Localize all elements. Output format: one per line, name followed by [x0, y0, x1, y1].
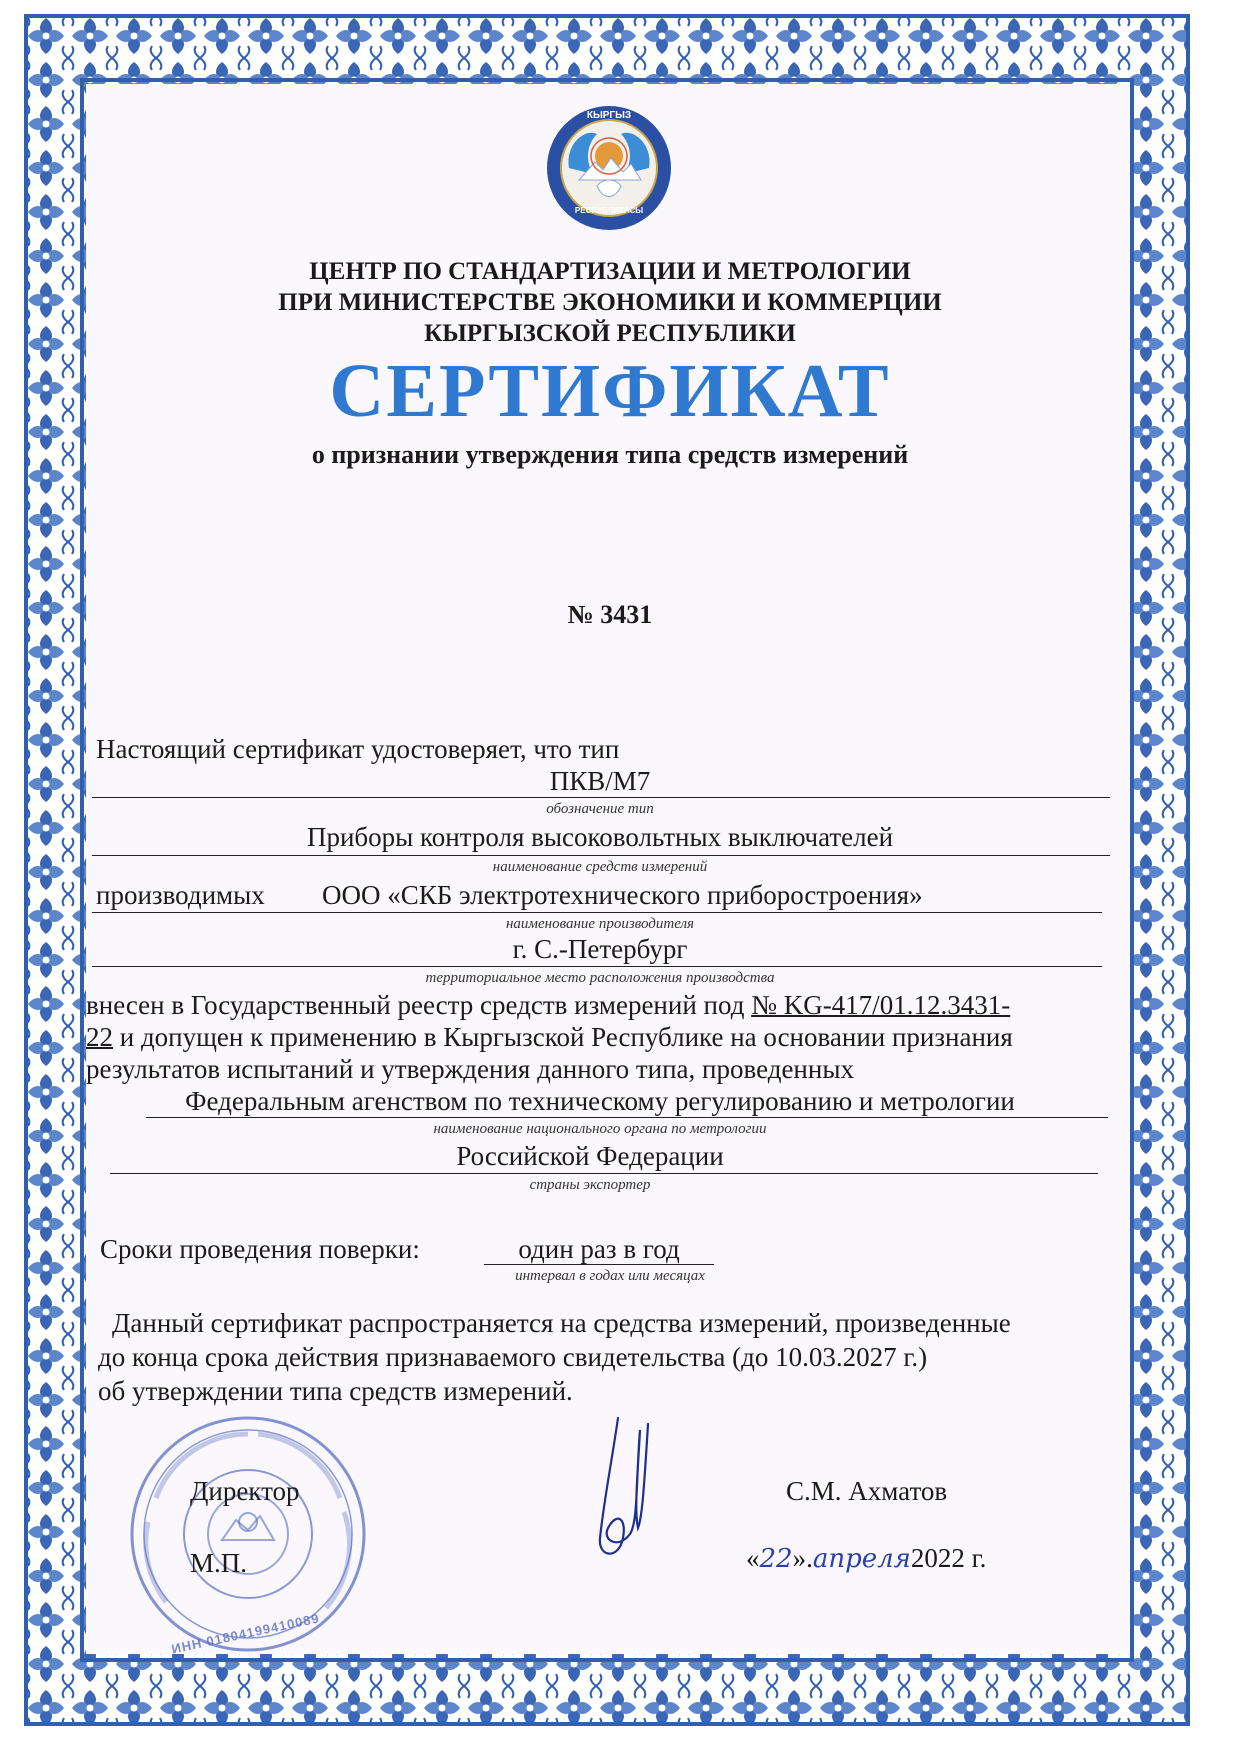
emblem-bottom-text: РЕСПУБЛИКАСЫ: [574, 206, 644, 215]
registry-number-part-2: 22: [86, 1022, 113, 1052]
date-open-quote: «: [746, 1543, 760, 1573]
producer-prefix: производимых: [96, 880, 265, 910]
results-line: результатов испытаний и утверждения данного типа, проведенных: [86, 1054, 854, 1084]
emblem-top-text: КЫРГЫЗ: [586, 110, 632, 121]
date-month: апреля: [812, 1544, 911, 1574]
seal-place-label: М.П.: [190, 1548, 248, 1578]
validity-line-2: до конца срока действия признаваемого свидетельства (до 10.03.2027 г.): [98, 1342, 928, 1372]
registry-line-2: [86, 1022, 1013, 1053]
org-line-2: ПРИ МИНИСТЕРСТВЕ ЭКОНОМИКИ И КОММЕРЦИИ: [278, 289, 942, 316]
country-caption: страны экспортер: [529, 1177, 651, 1193]
signature-date: [746, 1543, 986, 1574]
org-line-1: ЦЕНТР ПО СТАНДАРТИЗАЦИИ И МЕТРОЛОГИИ: [309, 258, 911, 285]
date-close-quote: ».: [792, 1543, 813, 1573]
country-underline: [110, 1173, 1098, 1174]
name-caption: наименование средств измерений: [492, 859, 708, 875]
registry-text-1: внесен в Государственный реестр средств измерений под: [86, 990, 745, 1020]
verification-underline: [484, 1264, 714, 1265]
producer-caption: наименование производителя: [505, 916, 695, 932]
name-underline: [92, 855, 1110, 856]
certificate-number: № 3431: [567, 600, 653, 629]
agency-caption: наименование национального органа по метрологии: [433, 1121, 767, 1137]
verification-value: один раз в год: [518, 1234, 680, 1264]
director-name: С.М. Ахматов: [786, 1476, 948, 1506]
official-stamp-icon: [126, 1412, 370, 1656]
type-underline: [92, 797, 1110, 798]
name-value: Приборы контроля высоковольтных выключателей: [306, 822, 894, 852]
verification-caption: интервал в годах или месяцах: [515, 1268, 705, 1284]
registry-text-2: и допущен к применению в Кыргызской Республике на основании признания: [119, 1022, 1013, 1052]
producer-underline: [92, 912, 1102, 913]
date-day: 22: [759, 1544, 793, 1574]
verification-label: Сроки проведения поверки:: [100, 1234, 420, 1264]
org-line-3: КЫРГЫЗСКОЙ РЕСПУБЛИКИ: [424, 320, 796, 347]
registry-number-part-1: № KG-417/01.12.3431-: [751, 990, 1011, 1020]
place-underline: [92, 966, 1102, 967]
director-signature-icon: [578, 1410, 668, 1570]
country-value: Российской Федерации: [456, 1141, 724, 1171]
validity-line-3: об утверждении типа средств измерений.: [98, 1376, 573, 1406]
type-value: ПКВ/М7: [549, 766, 651, 796]
validity-line-1: Данный сертификат распространяется на средства измерений, произведенные: [112, 1308, 1011, 1338]
intro-text: Настоящий сертификат удостоверяет, что тип: [96, 734, 620, 764]
place-value: г. С.-Петербург: [512, 934, 688, 964]
registry-line-1: [86, 990, 1010, 1021]
agency-underline: [146, 1117, 1108, 1118]
certificate-title: СЕРТИФИКАТ: [329, 349, 891, 433]
place-caption: территориальное место расположения производства: [425, 970, 775, 986]
agency-value: Федеральным агенством по техническому регулированию и метрологии: [185, 1086, 1015, 1116]
date-year: 2022 г.: [910, 1543, 987, 1573]
producer-value: ООО «СКБ электротехнического приборостроения»: [322, 880, 923, 910]
stamp-inn: ИНН 01804199410089: [170, 1610, 321, 1657]
type-caption: обозначение тип: [546, 801, 654, 817]
director-label: Директор: [190, 1476, 300, 1506]
certificate-subtitle: о признании утверждения типа средств измерений: [311, 440, 909, 469]
